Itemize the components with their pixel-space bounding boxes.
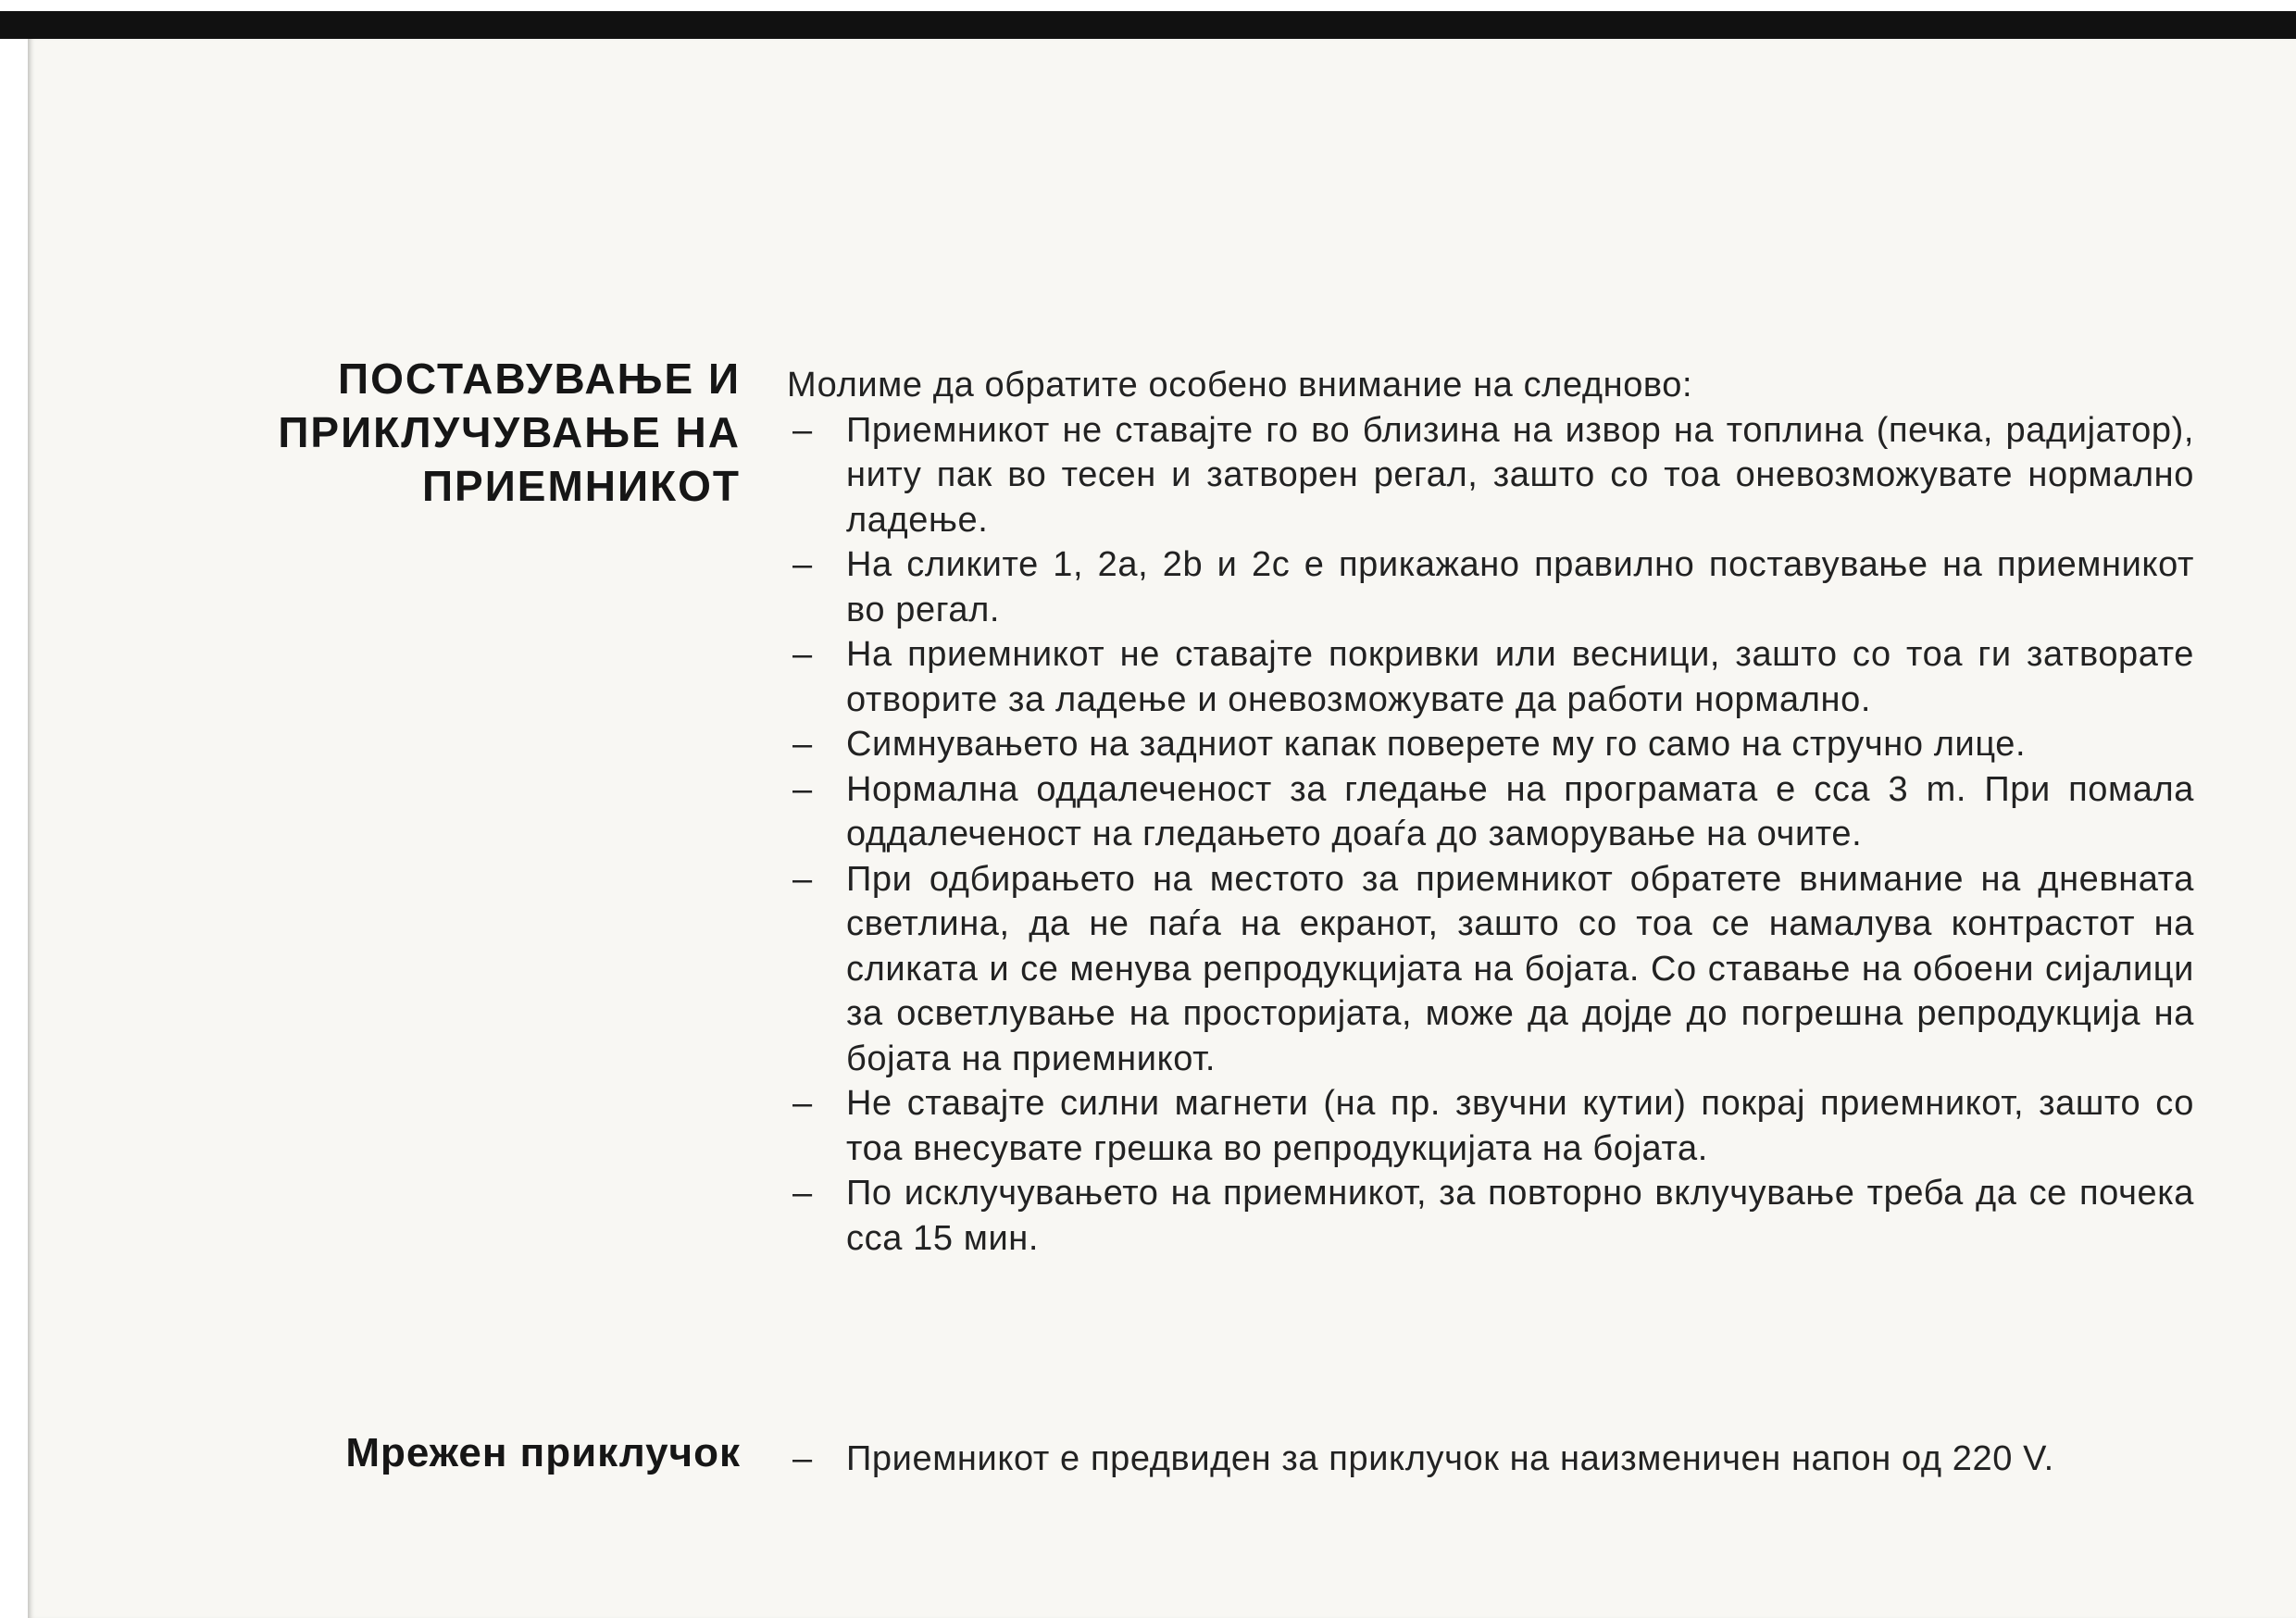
list-item (787, 857, 2194, 1082)
manual-page (28, 39, 2296, 1618)
dash-marker: – (792, 859, 813, 899)
list-item (787, 408, 2194, 543)
list-item (787, 1081, 2194, 1171)
dash-marker: – (792, 1084, 813, 1123)
section-body (787, 363, 2194, 1261)
list-item-text: На сликите 1, 2a, 2b и 2c е прикажано правилно поставување на приемникот во регал. (846, 545, 2194, 629)
dash-marker: – (792, 410, 813, 450)
power-list (787, 1437, 2194, 1482)
dash-marker: – (792, 635, 813, 674)
list-item (787, 542, 2194, 632)
list-item-text: Не ставајте силни магнети (на пр. звучни кутии) покрај приемникот, зашто со тоа внесувате грешка во репродукцијата на бојата. (846, 1084, 2194, 1168)
list-item (787, 1171, 2194, 1261)
list-item-text: На приемникот не ставајте покривки или весници, зашто со тоа ги затворате отворите за ладење и оневозможувате да работи нормално. (846, 635, 2194, 719)
dash-marker: – (792, 1439, 813, 1478)
dash-marker: – (792, 1174, 813, 1213)
section-heading-line: ПОСТАВУВАЊЕ И (338, 355, 741, 403)
dash-marker: – (792, 545, 813, 584)
subsection-body (787, 1437, 2194, 1482)
list-item-text: Симнувањето на задниот капак поверете му го само на стручно лице. (846, 725, 2027, 764)
list-item-text: Приемникот не ставајте го во близина на извор на топлина (печка, радијатор), ниту пак во тесен и затворен регал, зашто со тоа оневозможувате нормално ладење. (846, 410, 2194, 540)
dash-marker: – (792, 769, 813, 809)
list-item (787, 722, 2194, 767)
intro-text: Молиме да обратите особено внимание на следново: (787, 366, 1693, 404)
subsection-heading: Мрежен приклучок (345, 1430, 741, 1475)
list-item-text: При одбирањето на местото за приемникот обратете внимание на дневната светлина, да не паѓа на екранот, зашто со тоа се намалува контрастот на сликата и се менува репродукцијата на бојата. Со ставање на обоени сијалици за осветлување на просторијата, може да дојде до погрешна репродукција на бојата на приемникот. (846, 859, 2194, 1078)
list-item-text: Нормална оддалеченост за гледање на програмата е cca 3 m. При помала оддалеченост на гледањето доаѓа до заморување на очите. (846, 769, 2194, 853)
section-heading-line: ПРИКЛУЧУВАЊЕ НА (278, 408, 741, 456)
section-heading (74, 352, 741, 513)
dash-marker: – (792, 725, 813, 764)
list-item (787, 632, 2194, 722)
top-edge-bar (0, 11, 2296, 39)
list-item (787, 1437, 2194, 1482)
list-item-text: По исклучувањето на приемникот, за повторно вклучување треба да се почека cca 15 мин. (846, 1174, 2194, 1258)
list-item-text: Приемникот е предвиден за приклучок на наизменичен напон од 220 V. (846, 1439, 2054, 1478)
instruction-list (787, 408, 2194, 1262)
list-item (787, 767, 2194, 857)
section-heading-line: ПРИЕМНИКОТ (421, 462, 741, 510)
